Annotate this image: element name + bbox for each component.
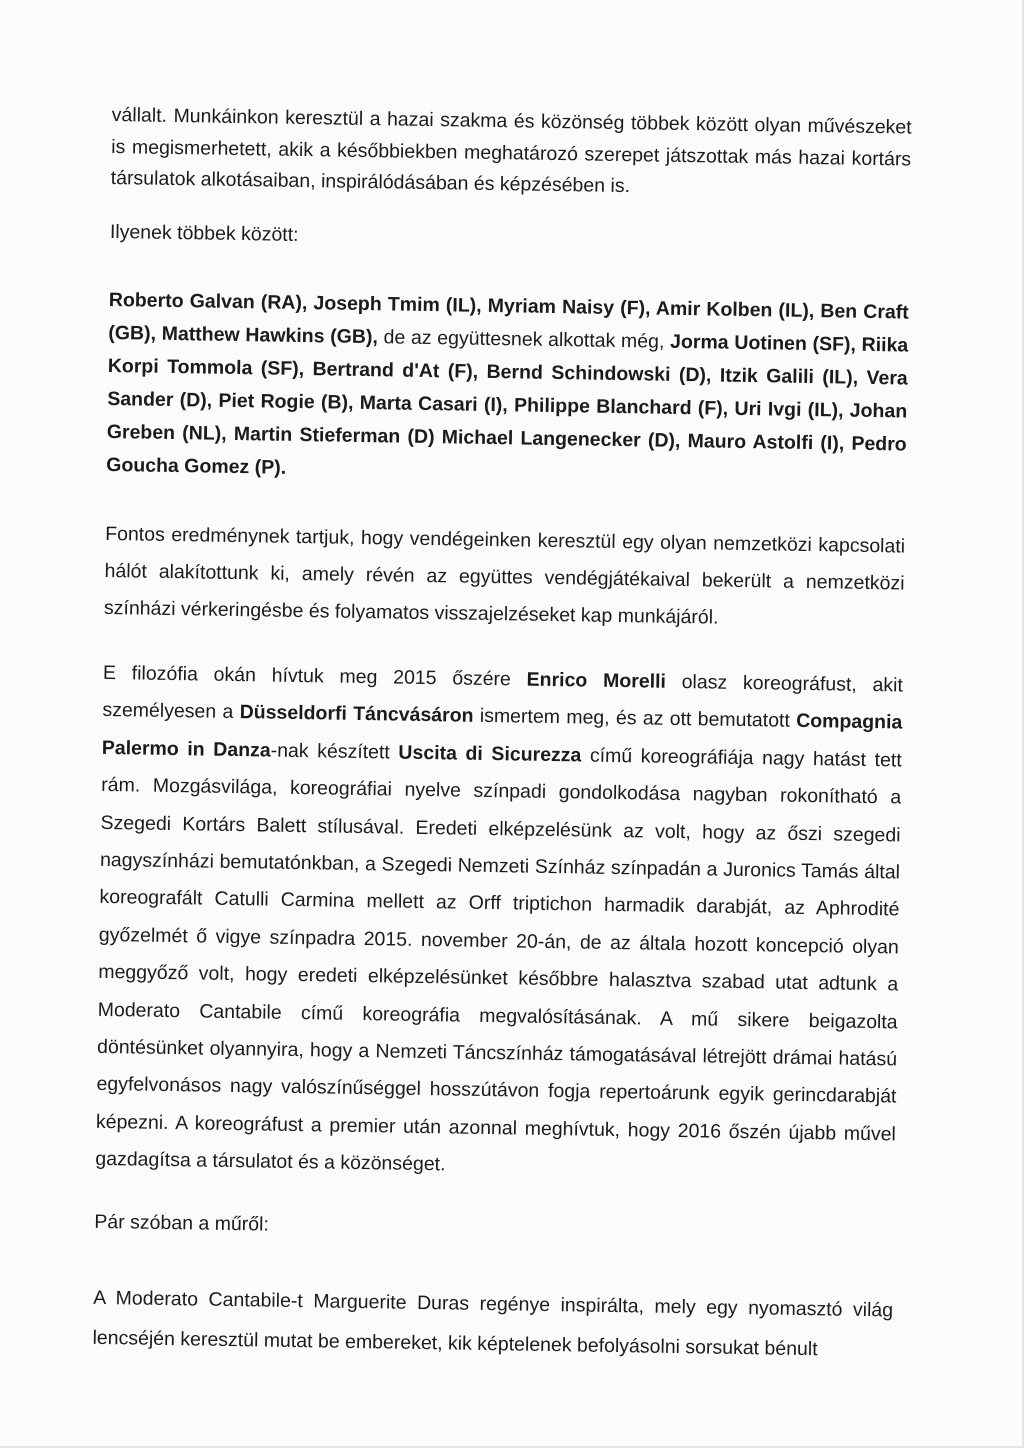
closing-paragraph: A Moderato Cantabile-t Marguerite Duras regénye inspirálta, mely egy nyomasztó világ lencséjén keresztül mutat be embereket, kik képtelenek befolyásolni sorsukat bénult (92, 1287, 894, 1361)
artists-connector: de az együttesnek alkottak még, (377, 326, 671, 353)
morelli-text-2: olasz koreográfust, akit személyesen a (102, 670, 904, 724)
morelli-text-3: ismertem meg, és az ott bemutatott (473, 705, 797, 733)
list-heading: Ilyenek többek között: (109, 220, 299, 246)
work-title: Uscita di Sicurezza (398, 741, 582, 767)
morelli-text-1: E filozófia okán hívtuk meg 2015 őszére (102, 661, 527, 691)
morelli-text-4: -nak készített (270, 739, 399, 764)
intro-paragraph: vállalt. Munkáinkon keresztül a hazai szakma és közönség többek között olyan művészeket is megismerhetett, akik a későbbiekben meghatározó szerepet játszottak más hazai kortárs társulatok alkotásaiban, inspirálódásában és képzésében is. (110, 103, 912, 198)
dance-fair-name: Düsseldorfi Táncvásáron (239, 701, 474, 728)
section-heading: Pár szóban a műről: (94, 1210, 270, 1236)
artists-list-second: Jorma Uotinen (SF), Riika Korpi Tommola (SF), Bertrand d'At (F), Bernd Schindowski (D), Itzik Galili (IL), Vera Sander (D), Piet Rogie (B), Marta Casari (I), Philippe Blanchard (F), Uri Ivgi (IL), Johan Greben (NL), Martin Stieferman (D) Michael Langenecker (D), Mauro Astolfi (I), Pedro Goucha Gomez (P). (106, 330, 909, 479)
artists-paragraph (106, 284, 909, 495)
network-paragraph: Fontos eredménynek tartjuk, hogy vendégeinken keresztül egy olyan nemzetközi kapcsolati hálót alakítottunk ki, amely révén az együttes vendégjátékaival bekerült a nemzetközi színházi vérkeringésbe és folyamatos visszajelzéseket kap munkájáról. (103, 522, 906, 629)
company-name: Compagnia Palermo in Danza (101, 710, 903, 762)
morelli-text-5: című koreográfiája nagy hatást tett rám. Mozgásvilága, koreográfiai nyelve színpadi gondolkodása nagyban rokonítható a Szegedi Kortárs Balett stílusával. Eredeti elképzelésünk az volt, hogy az őszi szegedi nagyszínházi bemutatónkban, a Szegedi Nemzeti Színház színpadán a Juronics Tamás által koreografált Catulli Carmina mellett az Orff triptichon harmadik darabját, az Aphrodité győzelmét ő vigye színpadra 2015. november 20-án, de az általa hozott koncepció olyan meggyőző volt, hogy eredeti elképzelésünket későbbre halasztva szabad utat adtunk a Moderato Cantabile című koreográfia megvalósításának. A mű sikere beigazolta döntésünket olyannyira, hogy a Nemzeti Táncszínház támogatásával létrejött drámai hatású egyfelvonásos nagy valószínűséggel hosszútávon fogja repertoárunk egyik gerincdarabját képezni. A koreográfust a premier után azonnal meghívtuk, hogy 2016 őszén újabb művel gazdagítsa a társulatot és a közönséget. (95, 744, 902, 1176)
document-body (92, 100, 912, 1371)
morelli-paragraph (95, 655, 903, 1191)
morelli-name: Enrico Morelli (526, 668, 667, 693)
artists-list-first: Roberto Galvan (RA), Joseph Tmim (IL), Myriam Naisy (F), Amir Kolben (IL), Ben Craft (GB), Matthew Hawkins (GB), (108, 288, 909, 349)
